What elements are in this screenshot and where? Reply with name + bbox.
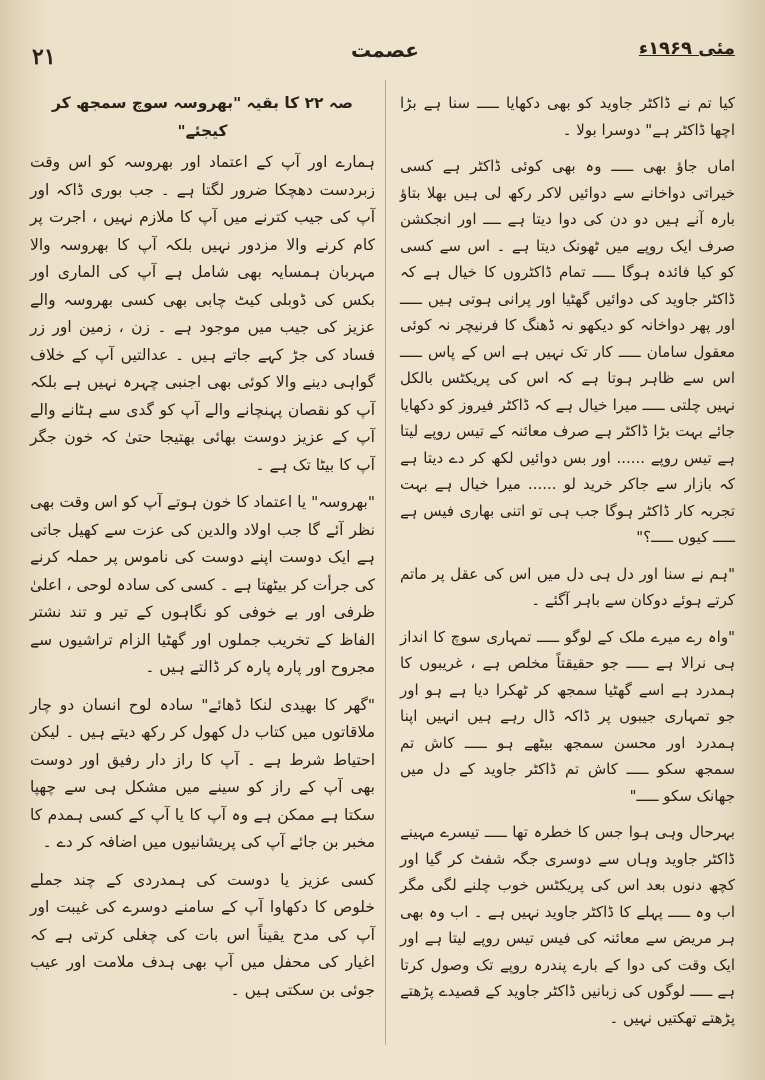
page-header [0,28,765,78]
magazine-title: عصمت [351,38,419,62]
paragraph: ہمارے اور آپ کے اعتماد اور بھروسہ کو اس وقت زبردست دھچکا ضرور لگتا ہے ۔ جب بوری ڈاکہ اور آپ کی جیب کترنے میں آپ کا ملازم نہیں ، اجرت پر کام کرنے والا مزدور نہیں بلکہ آپ کا بھروسہ والا مہربان ہمسایہ بھی شامل ہے آپ کی الماری اور بکس کی ڈوبلی کیٹ چابی بھی کسی بھروسہ والے عزیز کی جیب میں موجود ہے ۔ زن ، زمین اور زر فساد کی جڑ کہے جاتے ہیں ۔ عدالتیں آپ کے خلاف گواہی دینے والا کوئی بھی اجنبی چہرہ نہیں ہے بلکہ آپ کو نقصان پہنچانے والے آپ کو گدی سے ہٹانے والے آپ کے عزیز دوست بھائی بھتیجا حتیٰ کہ خون جگر آپ کا بیٹا تک ہے ۔ [30,153,375,474]
paragraph: کسی عزیز یا دوست کی ہمدردی کے چند جملے خلوص کا دکھاوا آپ کے سامنے دوسرے کی غیبت اور آپ کی مدح یقیناً اس بات کی چغلی کرتی ہے کہ اغیار کی محفل میں آپ بھی ہدف ملامت اور عیب جوئی بن سکتی ہیں ۔ [30,870,375,999]
paragraph: اماں جاؤ بھی ـــــ وہ بھی کوئی ڈاکٹر ہے کسی خیراتی دواخانے سے دوائیں لاکر رکھ لی ہیں بھلا بتاؤ بارہ آنے ہیں دو دن کی دوا دیتا ہے ــــ اور انجکشن صرف ایک روپے میں ٹھونک دیتا ہے ۔ اس سے کسی کو کیا فائدہ ہوگا ـــــ تمام ڈاکٹروں کا خیال ہے کہ ڈاکٹر جاوید کی دوائیں گھٹیا اور پرانی ہوتی ہیں ـــــ اور پھر دواخانہ کو دیکھو نہ ڈھنگ کا فرنیچر نہ کوئی معقول سامان ـــــ کار تک نہیں ہے اس کے پاس ـــــ اس سے ظاہر ہوتا ہے کہ اس کی پریکٹس بالکل نہیں چلتی ـــــ میرا خیال ہے کہ ڈاکٹر فیروز کو دکھایا جائے بہت بڑا ڈاکٹر ہے صرف معائنہ کے تیس روپے لیتا ہے تیس روپے ...... اور بس دوائیں لکھ کر دے دیتا ہے کہ بازار سے جاکر خرید لو ...... میرا خیال ہے بہت تجربہ کار ڈاکٹر ہوگا جب ہی تو اتنی بھاری فیس ہے ـــــ کیوں ـــــ؟" [400,157,735,546]
paragraph: "گھر کا بھیدی لنکا ڈھائے" سادہ لوح انسان دو چار ملاقاتوں میں کتاب دل کھول کر رکھ دیتے ہیں ۔ لیکن احتیاط شرط ہے ۔ آپ کا راز دار رفیق اور دوست بھی آپ کے راز کو سینے میں مشکل ہی سے چھپا سکتا ہے ممکن ہے وہ آپ کا یا آپ کے کسی ہمدم کا مخبر بن جائے آپ کی پریشانیوں میں اضافہ کر دے ۔ [30,695,375,851]
right-column [400,90,735,1040]
paragraph: بہرحال وہی ہوا جس کا خطرہ تھا ـــــ تیسرے مہینے ڈاکٹر جاوید وہاں سے دوسری جگہ شفٹ کر گیا اور کچھ دنوں بعد اس کی پریکٹس خوب چلنے لگی مگر اب وہ ـــــ پہلے کا ڈاکٹر جاوید نہیں ہے ۔ اب وہ بھی ہر مریض سے معائنہ کی فیس تیس روپے لیتا ہے اور ایک وقت کی دوا کے بارے پندرہ روپے تک وصول کرتا ہے ـــــ لوگوں کی زبانیں ڈاکٹر جاوید کے قصیدے پڑھتے پڑھتے تھکتیں نہیں ۔ [400,823,735,1027]
paragraph: "بھروسہ" یا اعتماد کا خون ہوتے آپ کو اس وقت بھی نظر آئے گا جب اولاد والدین کی عزت سے کھیل جاتی ہے ایک دوست اپنے دوست کی ناموس پر حملہ کرنے کی جرأت کر بیٹھتا ہے ۔ کسی کی سادہ لوحی ، اعلیٰ ظرفی اور بے خوفی کو نگاہوں کے تیر و تند نشتر الفاظ کے تخریب جملوں اور گھٹیا الزام تراشیوں سے مجروح اور پارہ پارہ کر ڈالتے ہیں ۔ [30,493,375,676]
paragraph: کیا تم نے ڈاکٹر جاوید کو بھی دکھایا ـــــ سنا ہے بڑا اچھا ڈاکٹر ہے" دوسرا بولا ۔ [400,94,735,139]
continuation-note: صہ ۲۲ کا بقیہ "بھروسہ سوچ سمجھ کر کیجئے" [52,94,353,140]
issue-date: مئی ۱۹۶۹ء [638,38,735,59]
paragraph: "ہم نے سنا اور دل ہی دل میں اس کی عقل پر ماتم کرتے ہوئے دوکان سے باہر آگئے ۔ [400,564,735,609]
left-column [30,90,375,1040]
column-divider [385,80,386,1045]
paragraph: "واہ رے میرے ملک کے لوگو ـــــ تمہاری سوچ کا انداز ہی نرالا ہے ـــــ جو حقیقتاً مخلص ہے ، غریبوں کا ہمدرد ہے اسے گھٹیا سمجھ کر ٹھکرا دیا ہے ہو اور جو تمہاری جیبوں پر ڈاکہ ڈال رہے ہیں انہیں اپنا ہمدرد اور محسن سمجھ بیٹھے ہو ـــــ کاش تم سمجھ سکو ـــــ کاش تم ڈاکٹر جاوید کے دل میں جھانک سکو ـــــ" [400,627,735,805]
page-number: ۲۱ [32,44,56,70]
